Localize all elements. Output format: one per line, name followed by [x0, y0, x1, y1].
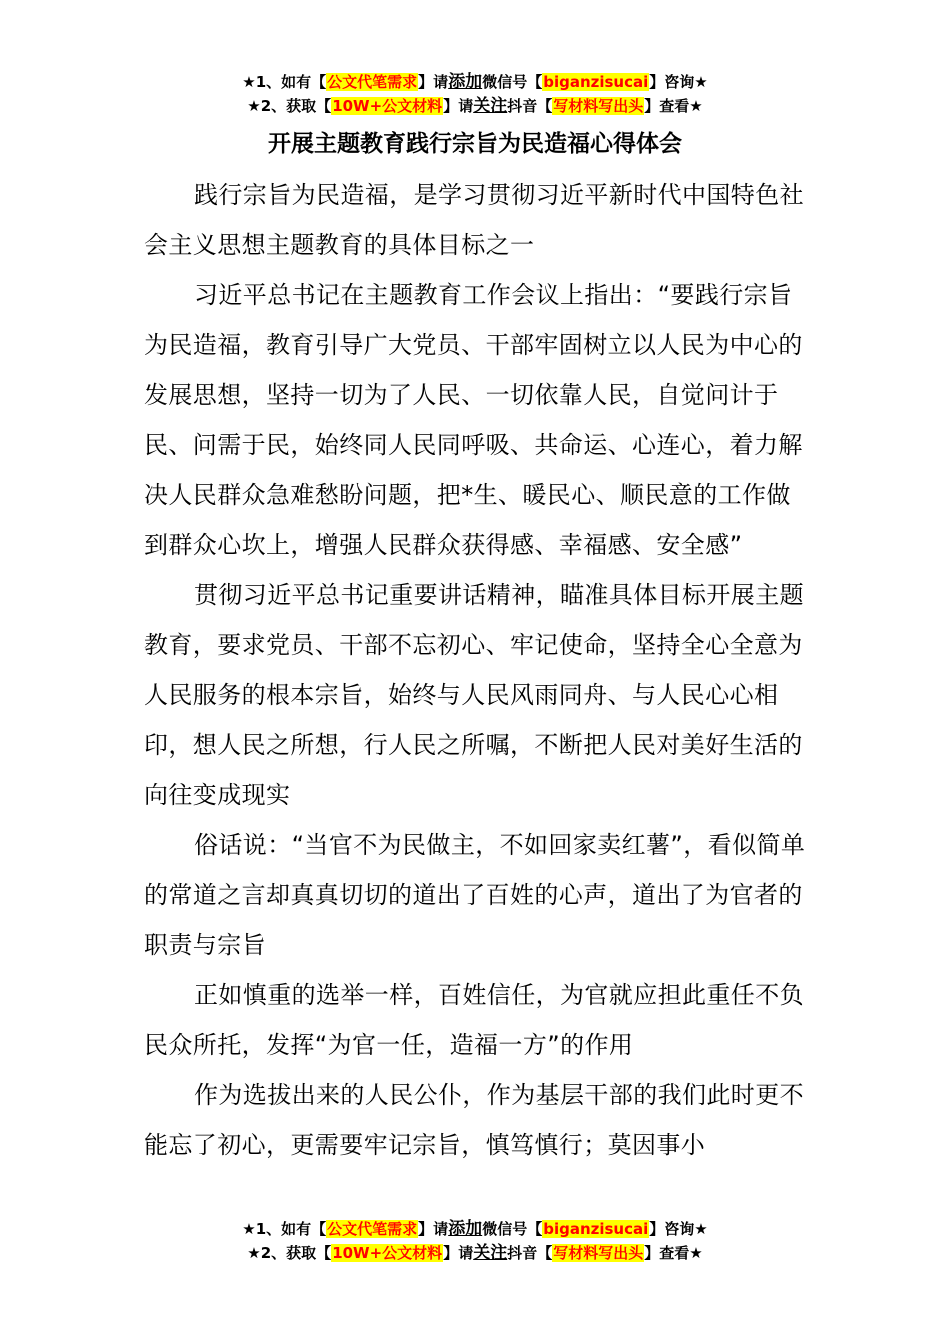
promo-text: 】请 [418, 1220, 449, 1238]
promo-highlight: 写材料写出头 [553, 1244, 644, 1262]
promo-text: 】请 [443, 1244, 474, 1262]
promo-header [0, 70, 950, 118]
promo-text: 微信号【 [482, 73, 543, 91]
promo-text: 】查看★ [644, 97, 703, 115]
paragraph: 作为选拔出来的人民公仆，作为基层干部的我们此时更不能忘了初心，更需要牢记宗旨，慎笃慎行；莫因事小 [144, 1081, 804, 1159]
promo-text: 抖音【 [507, 97, 553, 115]
document-body [144, 170, 812, 1170]
promo-line-1 [0, 1217, 950, 1241]
promo-underline: 关注 [473, 1243, 508, 1263]
promo-underline: 添加 [448, 1219, 483, 1239]
promo-highlight: 公文代笔需求 [327, 1220, 418, 1238]
promo-text: 】请 [418, 73, 449, 91]
promo-text: 】请 [443, 97, 474, 115]
promo-text: 】咨询★ [649, 1220, 708, 1238]
promo-underline: 关注 [473, 96, 508, 116]
promo-line-1 [0, 70, 950, 94]
paragraph: 习近平总书记在主题教育工作会议上指出：“要践行宗旨为民造福，教育引导广大党员、干部牢固树立以人民为中心的发展思想，坚持一切为了人民、一切依靠人民，自觉问计于民、问需于民，始终同人民同呼吸、共命运、心连心，着力解决人民群众急难愁盼问题，把*生、暖民心、顺民意的工作做到群众心坎上，增强人民群众获得感、幸福感、安全感” [144, 281, 803, 559]
promo-highlight: biganzisucai [543, 1220, 649, 1238]
paragraph: 俗话说：“当官不为民做主，不如回家卖红薯”，看似简单的常道之言却真真切切的道出了百姓的心声，道出了为官者的职责与宗旨 [144, 831, 806, 959]
promo-text: ★2、获取【 [247, 97, 332, 115]
promo-text: ★2、获取【 [247, 1244, 332, 1262]
promo-text: ★1、如有【 [242, 73, 327, 91]
promo-line-2 [0, 94, 950, 118]
document-title: 开展主题教育践行宗旨为民造福心得体会 [268, 131, 682, 157]
promo-text: 】查看★ [644, 1244, 703, 1262]
promo-highlight: 10W+公文材料 [332, 1244, 443, 1262]
promo-text: 微信号【 [482, 1220, 543, 1238]
promo-highlight: 写材料写出头 [553, 97, 644, 115]
promo-line-2 [0, 1241, 950, 1265]
promo-underline: 添加 [448, 72, 483, 92]
promo-text: 】咨询★ [649, 73, 708, 91]
promo-footer [0, 1217, 950, 1265]
paragraph: 正如慎重的选举一样，百姓信任，为官就应担此重任不负民众所托，发挥“为官一任，造福一方”的作用 [144, 981, 804, 1059]
paragraph: 践行宗旨为民造福，是学习贯彻习近平新时代中国特色社会主义思想主题教育的具体目标之一 [144, 181, 804, 259]
promo-highlight: 公文代笔需求 [327, 73, 418, 91]
promo-text: ★1、如有【 [242, 1220, 327, 1238]
paragraph: 贯彻习近平总书记重要讲话精神，瞄准具体目标开展主题教育，要求党员、干部不忘初心、牢记使命，坚持全心全意为人民服务的根本宗旨，始终与人民风雨同舟、与人民心心相印，想人民之所想，行人民之所嘱，不断把人民对美好生活的向往变成现实 [144, 581, 804, 809]
promo-text: 抖音【 [507, 1244, 553, 1262]
promo-highlight: biganzisucai [543, 73, 649, 91]
promo-highlight: 10W+公文材料 [332, 97, 443, 115]
